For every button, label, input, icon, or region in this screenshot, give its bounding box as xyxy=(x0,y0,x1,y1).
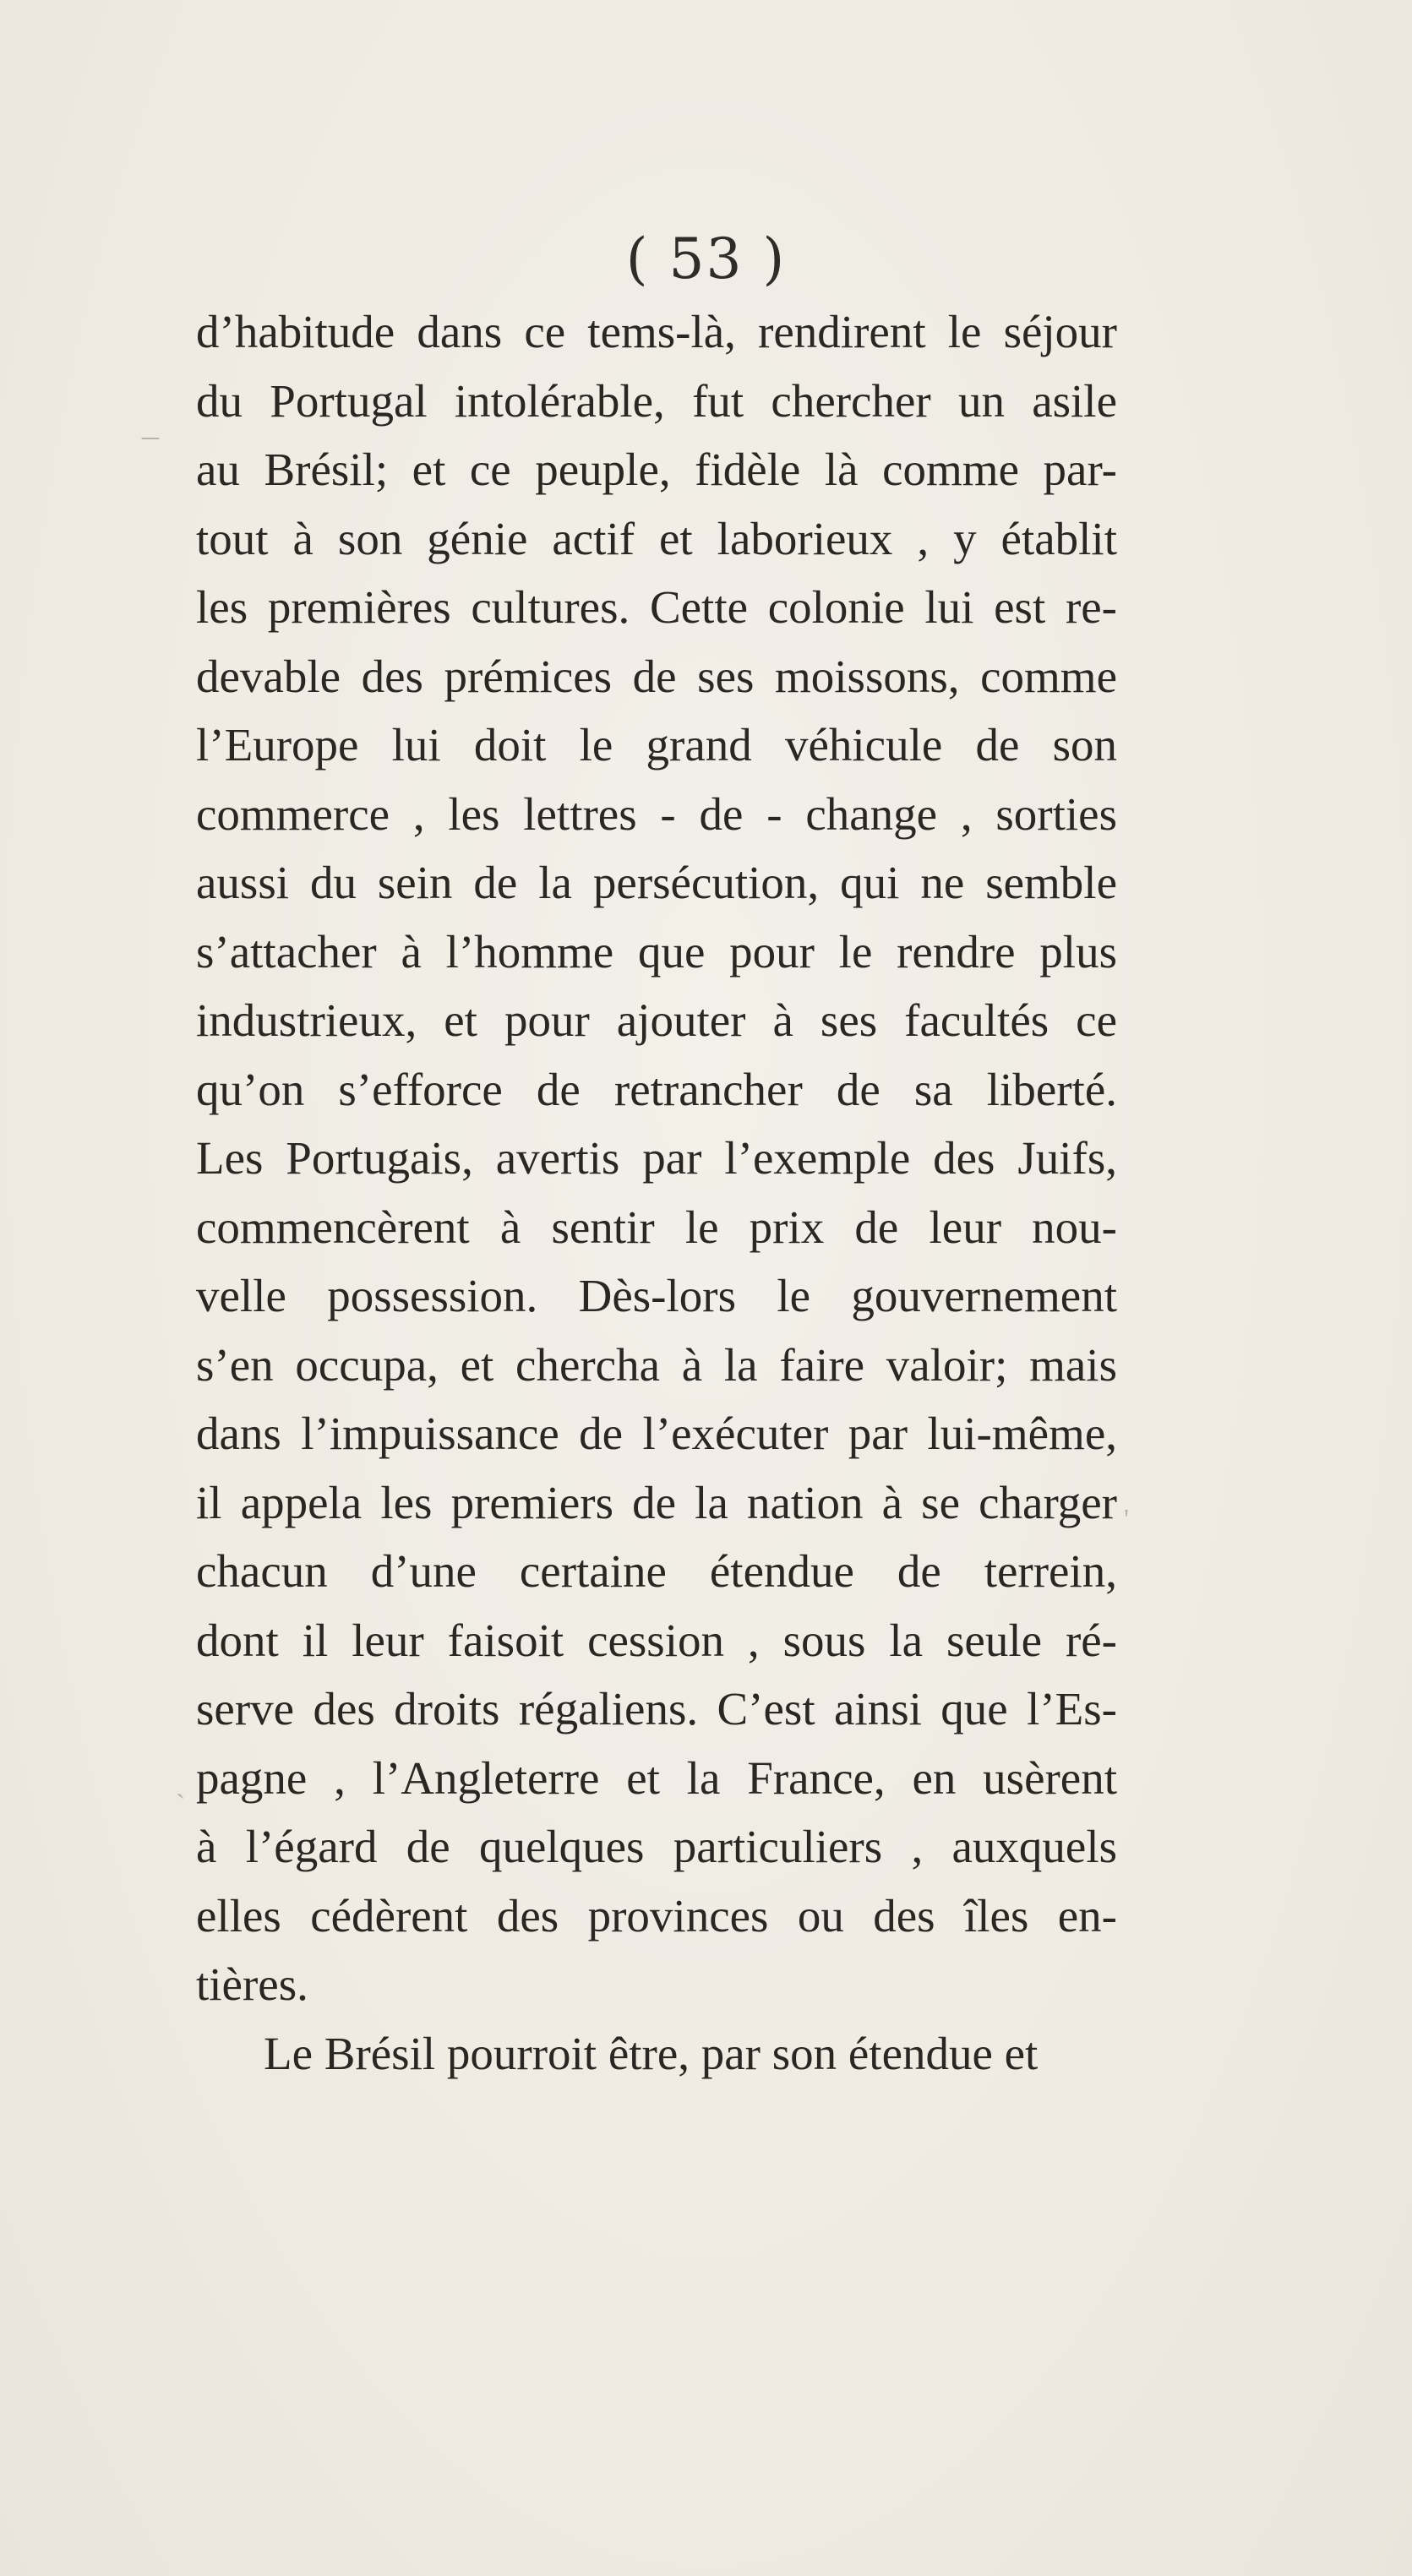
text-line: d’habitude dans ce tems-là, rendirent le séjour xyxy=(196,306,1117,357)
text-line: Les Portugais, avertis par l’exemple des Juifs, xyxy=(196,1132,1117,1184)
text-line: devable des prémices de ses moissons, comme xyxy=(196,650,1117,702)
text-line: tières. xyxy=(196,1958,308,2010)
page-body xyxy=(196,297,1117,2088)
text-line: dans l’impuissance de l’exécuter par lui-même, xyxy=(196,1408,1117,1459)
text-line: à l’égard de quelques particuliers , auxquels xyxy=(196,1821,1117,1872)
text-line: elles cédèrent des provinces ou des îles en- xyxy=(196,1889,1117,1942)
text-line: du Portugal intolérable, fut chercher un asile xyxy=(196,374,1117,427)
text-line: au Brésil; et ce peuple, fidèle là comme par- xyxy=(196,444,1117,495)
text-line: dont il leur faisoit cession , sous la seule ré- xyxy=(196,1614,1117,1666)
page-number: ( 53 ) xyxy=(625,226,787,291)
text-line: serve des droits régaliens. C’est ainsi que l’Es- xyxy=(196,1683,1117,1735)
text-line: chacun d’une certaine étendue de terrein, xyxy=(196,1545,1117,1597)
text-line: tout à son génie actif et laborieux , y établit xyxy=(196,512,1117,564)
text-line: les premières cultures. Cette colonie lui est re- xyxy=(196,581,1117,633)
text-line: qu’on s’efforce de retrancher de sa liberté. xyxy=(196,1063,1117,1115)
margin-mark: _ xyxy=(142,405,159,443)
text-line: velle possession. Dès-lors le gouvernement xyxy=(196,1270,1117,1321)
paragraph-start-line: Le Brésil pourroit être, par son étendue et xyxy=(264,2027,1039,2079)
text-line: commencèrent à sentir le prix de leur nou- xyxy=(196,1201,1117,1253)
text-line: il appela les premiers de la nation à se charger xyxy=(196,1476,1117,1528)
margin-mark: ` xyxy=(176,1789,186,1821)
margin-mark: ' xyxy=(1124,1504,1130,1535)
text-line: aussi du sein de la persécution, qui ne semble xyxy=(196,857,1117,908)
text-line: pagne , l’Angleterre et la France, en usèrent xyxy=(196,1751,1117,1804)
text-line: l’Europe lui doit le grand véhicule de son xyxy=(196,719,1117,771)
text-line: s’en occupa, et chercha à la faire valoir; mais xyxy=(196,1338,1117,1391)
text-line: industrieux, et pour ajouter à ses facultés ce xyxy=(196,994,1117,1046)
text-line: commerce , les lettres - de - change , sorties xyxy=(196,787,1117,840)
text-line: s’attacher à l’homme que pour le rendre plus xyxy=(196,925,1117,978)
